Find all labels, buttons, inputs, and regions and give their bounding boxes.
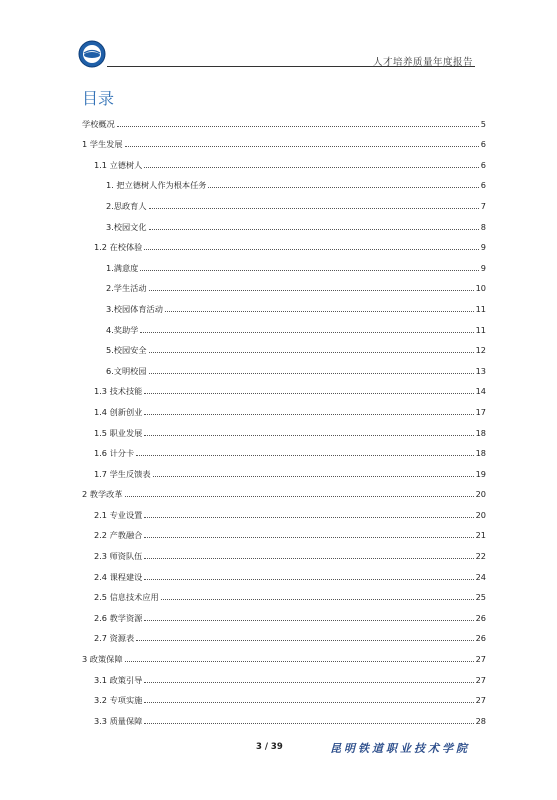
toc-entry-label: 1.满意度	[106, 262, 139, 273]
toc-leader-dots	[165, 311, 474, 312]
toc-leader-dots	[149, 229, 479, 230]
toc-entry[interactable]	[82, 108, 486, 129]
toc-entry-page: 18	[475, 448, 486, 459]
toc-leader-dots	[136, 640, 473, 641]
footer-school-name: 昆明铁道职业技术学院	[330, 742, 470, 755]
toc-leader-dots	[144, 620, 473, 621]
toc-entry[interactable]	[82, 561, 486, 582]
toc-entry-page: 27	[475, 695, 486, 706]
toc-entry[interactable]	[82, 335, 486, 356]
toc-entry-label: 1.7 学生反馈表	[94, 468, 151, 479]
header-rule	[107, 66, 475, 67]
toc-leader-dots	[144, 517, 473, 518]
toc-entry-page: 26	[475, 612, 486, 623]
toc-entry[interactable]	[82, 376, 486, 397]
toc-leader-dots	[140, 332, 473, 333]
toc-entry-label: 2.2 产教融合	[94, 530, 143, 541]
toc-entry-page: 24	[475, 571, 486, 582]
toc-entry[interactable]	[82, 232, 486, 253]
toc-entry-label: 1.3 技术技能	[94, 386, 143, 397]
toc-entry-label: 3.3 质量保障	[94, 715, 143, 726]
toc-entry-page: 20	[475, 489, 486, 500]
toc-entry-label: 4.奖助学	[106, 324, 139, 335]
toc-leader-dots	[144, 702, 473, 703]
toc-entry[interactable]	[82, 314, 486, 335]
toc-entry-label: 1. 把立德树人作为根本任务	[106, 180, 207, 191]
toc-entry-label: 学校概况	[82, 118, 115, 129]
toc-entry-label: 2.5 信息技术应用	[94, 592, 159, 603]
toc-leader-dots	[144, 167, 478, 168]
toc-leader-dots	[125, 146, 479, 147]
toc-entry[interactable]	[82, 540, 486, 561]
toc-entry-page: 13	[475, 365, 486, 376]
toc-entry-label: 1 学生发展	[82, 139, 123, 150]
toc-entry[interactable]	[82, 705, 486, 726]
toc-entry[interactable]	[82, 273, 486, 294]
toc-title: 目录	[82, 89, 115, 108]
header-title: 人才培养质量年度报告	[372, 57, 473, 68]
toc-entry[interactable]	[82, 190, 486, 211]
toc-leader-dots	[144, 393, 473, 394]
toc-entry-label: 2.思政育人	[106, 200, 147, 211]
toc-leader-dots	[125, 496, 474, 497]
toc-entry[interactable]	[82, 520, 486, 541]
toc-entry-label: 5.校园安全	[106, 345, 147, 356]
toc-entry[interactable]	[82, 685, 486, 706]
toc-leader-dots	[149, 373, 474, 374]
toc-entry-page: 6	[480, 180, 486, 191]
toc-entry[interactable]	[82, 355, 486, 376]
toc-entry[interactable]	[82, 623, 486, 644]
toc-entry-page: 25	[475, 592, 486, 603]
toc-entry-label: 2.3 师资队伍	[94, 551, 143, 562]
toc-leader-dots	[149, 208, 479, 209]
toc-leader-dots	[144, 435, 473, 436]
toc-entry-page: 27	[475, 674, 486, 685]
toc-entry-page: 6	[480, 139, 486, 150]
toc-entry[interactable]	[82, 499, 486, 520]
toc-leader-dots	[208, 187, 478, 188]
toc-entry-label: 3.1 政策引导	[94, 674, 143, 685]
toc-entry-label: 3.校园文化	[106, 221, 147, 232]
toc-entry[interactable]	[82, 211, 486, 232]
toc-entry-page: 9	[480, 242, 486, 253]
toc-leader-dots	[149, 290, 474, 291]
toc-entry-page: 14	[475, 386, 486, 397]
toc-leader-dots	[144, 682, 473, 683]
table-of-contents	[82, 108, 486, 726]
toc-entry-label: 2.1 专业设置	[94, 509, 143, 520]
toc-entry-page: 11	[475, 303, 486, 314]
toc-entry-page: 8	[480, 221, 486, 232]
toc-entry[interactable]	[82, 129, 486, 150]
toc-entry-label: 1.1 立德树人	[94, 159, 143, 170]
toc-entry[interactable]	[82, 479, 486, 500]
toc-leader-dots	[136, 455, 473, 456]
toc-leader-dots	[149, 352, 474, 353]
footer-page-number: 3 / 39	[256, 742, 283, 752]
toc-entry-label: 1.6 计分卡	[94, 448, 135, 459]
toc-leader-dots	[161, 599, 474, 600]
toc-entry-label: 3 政策保障	[82, 654, 123, 665]
toc-entry-label: 2.7 资源表	[94, 633, 135, 644]
toc-entry[interactable]	[82, 582, 486, 603]
toc-entry-label: 1.4 创新创业	[94, 406, 143, 417]
toc-entry[interactable]	[82, 252, 486, 273]
toc-entry[interactable]	[82, 458, 486, 479]
toc-entry[interactable]	[82, 643, 486, 664]
toc-entry[interactable]	[82, 664, 486, 685]
toc-entry[interactable]	[82, 417, 486, 438]
toc-leader-dots	[144, 579, 473, 580]
toc-leader-dots	[144, 558, 473, 559]
toc-entry-page: 26	[475, 633, 486, 644]
toc-entry[interactable]	[82, 149, 486, 170]
toc-entry-page: 12	[475, 345, 486, 356]
toc-leader-dots	[140, 270, 478, 271]
toc-entry-page: 10	[475, 283, 486, 294]
toc-leader-dots	[117, 126, 479, 127]
toc-entry-page: 11	[475, 324, 486, 335]
school-logo-icon	[78, 40, 106, 68]
toc-entry-label: 1.5 职业发展	[94, 427, 143, 438]
toc-entry-label: 2 教学改革	[82, 489, 123, 500]
toc-entry-page: 9	[480, 262, 486, 273]
toc-entry-page: 17	[475, 406, 486, 417]
toc-entry-page: 6	[480, 159, 486, 170]
toc-entry[interactable]	[82, 438, 486, 459]
toc-leader-dots	[125, 661, 474, 662]
toc-entry-page: 27	[475, 654, 486, 665]
toc-entry-page: 5	[480, 118, 486, 129]
toc-entry-label: 1.2 在校体验	[94, 242, 143, 253]
toc-entry-page: 21	[475, 530, 486, 541]
toc-leader-dots	[153, 476, 474, 477]
toc-entry-page: 20	[475, 509, 486, 520]
toc-entry-page: 18	[475, 427, 486, 438]
toc-entry-page: 28	[475, 715, 486, 726]
toc-entry-page: 19	[475, 468, 486, 479]
toc-leader-dots	[144, 414, 473, 415]
toc-entry-label: 3.校园体育活动	[106, 303, 163, 314]
toc-leader-dots	[144, 537, 473, 538]
toc-entry-label: 2.6 教学资源	[94, 612, 143, 623]
toc-entry[interactable]	[82, 602, 486, 623]
toc-entry-page: 22	[475, 551, 486, 562]
toc-entry-label: 6.文明校园	[106, 365, 147, 376]
toc-entry[interactable]	[82, 293, 486, 314]
toc-entry-label: 2.学生活动	[106, 283, 147, 294]
toc-leader-dots	[144, 723, 473, 724]
toc-leader-dots	[144, 249, 478, 250]
toc-entry-label: 3.2 专项实施	[94, 695, 143, 706]
toc-entry[interactable]	[82, 170, 486, 191]
toc-entry-label: 2.4 课程建设	[94, 571, 143, 582]
toc-entry-page: 7	[480, 200, 486, 211]
toc-entry[interactable]	[82, 396, 486, 417]
